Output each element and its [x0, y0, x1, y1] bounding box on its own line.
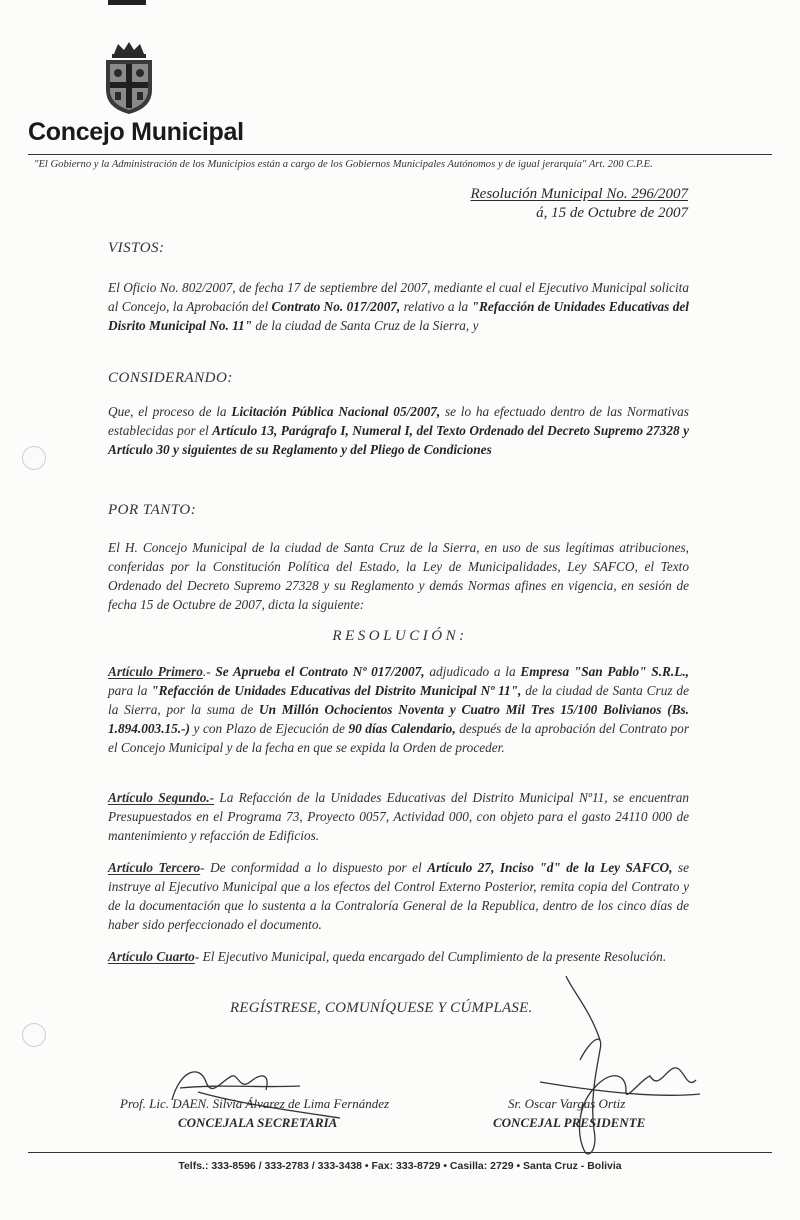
closing-formula: REGÍSTRESE, COMUNÍQUESE Y CÚMPLASE.: [230, 1000, 533, 1016]
article-second: Artículo Segundo.- La Refacción de la Unidades Educativas del Distrito Municipal Nº11, se encuentran Presupuestados en el Programa 73, Proyecto 0057, Actividad 000, con objeto para el gasto 24110 000 de mantenimiento y refacción de Edificios.: [108, 790, 689, 843]
portanto-paragraph: El H. Concejo Municipal de la ciudad de Santa Cruz de la Sierra, en uso de sus legítimas atribuciones, conferidas por la Constitución Política del Estado, la Ley de Municipalidades, Ley SAFCO, el Texto Ordenado del Decreto Supremo 27328 y su Reglamento y demás Normas afines en vigencia, en sesión de fecha 15 de Octubre de 2007, dicta la siguiente:: [108, 540, 689, 612]
constitution-quote: "El Gobierno y la Administración de los Municipios están a cargo de los Gobiernos Municipales Autónomos y de igual jerarquía" Art. 200 C.P.E.: [34, 159, 653, 170]
president-role: CONCEJAL PRESIDENTE: [493, 1115, 646, 1130]
coat-of-arms-icon: [100, 40, 158, 116]
article-first: Artículo Primero.- Se Aprueba el Contrato Nº 017/2007, adjudicado a la Empresa "San Pablo" S.R.L., para la "Refacción de Unidades Educativas del Distrito Municipal Nº 11", de la ciudad de Santa Cruz de la Sierra, por la suma de Un Millón Ochocientos Noventa y Cuatro Mil Tres 15/100 Bolivianos (Bs. 1.894.003.15.-) y con Plazo de Ejecución de 90 días Calendario, después de la aprobación del Contrato por el Concejo Municipal y de la fecha en que se expida la Orden de proceder.: [108, 664, 690, 755]
punch-hole-icon: [22, 1023, 46, 1047]
footer-rule: [28, 1152, 772, 1153]
considerando-paragraph: Que, el proceso de la Licitación Pública Nacional 05/2007, se lo ha efectuado dentro de las Normativas establecidas por el Artículo 13, Parágrafo I, Numeral I, del Texto Ordenado del Decreto Supremo 27328 y Artículo 30 y siguientes de su Reglamento y del Pliego de Condiciones: [108, 404, 690, 457]
header-rule: [28, 154, 772, 155]
portanto-heading: POR TANTO:: [108, 502, 197, 518]
president-name: Sr. Oscar Vargas Ortiz: [508, 1096, 626, 1111]
secretary-name: Prof. Lic. DAEN. Silvia Álvarez de Lima Fernández: [120, 1096, 390, 1111]
contact-footer: Telfs.: 333-8596 / 333-2783 / 333-3438 • Fax: 333-8729 • Casilla: 2729 • Santa Cruz - Bolivia: [178, 1160, 622, 1172]
secretary-role: CONCEJALA SECRETARIA: [178, 1115, 338, 1130]
article-third: Artículo Tercero- De conformidad a lo dispuesto por el Artículo 27, Inciso "d" de la Ley SAFCO, se instruye al Ejecutivo Municipal que a los efectos del Control Externo Posterior, remita copia del Contrato y de la documentación que lo sustenta a la Contraloría General de la Republica, dentro de los cinco días de haber sido perfeccionado el documento.: [108, 860, 689, 932]
vistos-heading: VISTOS:: [108, 240, 165, 256]
considerando-heading: CONSIDERANDO:: [108, 370, 233, 386]
scan-mark: [108, 0, 146, 5]
punch-hole-icon: [22, 446, 46, 470]
article-fourth: Artículo Cuarto- El Ejecutivo Municipal, queda encargado del Cumplimiento de la presente Resolución.: [108, 949, 667, 964]
organization-name: Concejo Municipal: [28, 118, 244, 146]
resolution-title: RESOLUCIÓN:: [332, 628, 468, 644]
resolution-date: á, 15 de Octubre de 2007: [536, 205, 688, 221]
resolution-number: Resolución Municipal No. 296/2007: [470, 186, 688, 202]
vistos-paragraph: El Oficio No. 802/2007, de fecha 17 de septiembre del 2007, mediante el cual el Ejecutivo Municipal solicita al Concejo, la Aprobación del Contrato No. 017/2007, relativo a la "Refacción de Unidades Educativas del Disrito Municipal No. 11" de la ciudad de Santa Cruz de la Sierra, y: [108, 280, 689, 333]
